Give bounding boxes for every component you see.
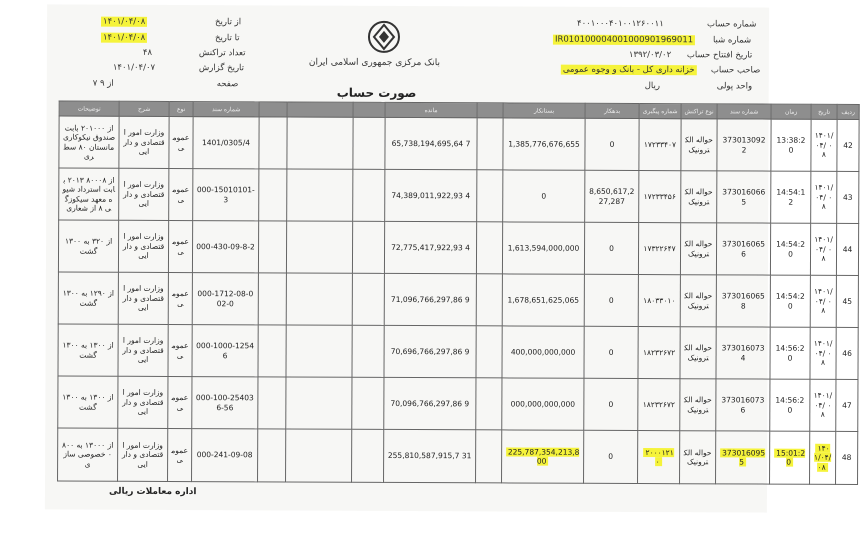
cell-time: 14:54:20 (770, 275, 810, 327)
cell-credit: 0 (503, 170, 585, 222)
from-date-value: ۱۴۰۱/۰۴/۰۸ (103, 16, 146, 27)
cell-type: عمومی (169, 168, 193, 220)
cell-type: عمومی (168, 220, 192, 272)
col-header: شماره پیگیری (639, 104, 681, 119)
cell-ref: ۱۸۲۳۲۶۷۲ (638, 327, 680, 379)
report-date-value: ۱۴۰۱/۰۴/۰۷ (112, 62, 156, 73)
open-date-value: ۱۳۹۲/۰۳/۰۲ (628, 49, 672, 61)
col-header: زمان (771, 104, 811, 119)
cell-empty (287, 117, 353, 169)
cell-ref: ۱۷۲۳۳۴۰۷ (639, 119, 681, 171)
cell-empty (476, 274, 502, 326)
label-from-date: از تاریخ (215, 17, 242, 28)
cell-doc: 000-430-09-8-2 (192, 221, 258, 273)
cell-txn: حواله الکترونیک (681, 119, 717, 171)
cell-balance: 72,775,417,922,93 4 (384, 221, 476, 273)
cell-balance: 71,096,766,297,86 9 (384, 273, 476, 325)
cell-time (770, 431, 810, 484)
cell-empty (477, 170, 503, 222)
cell-no: 42 (837, 119, 859, 171)
cell-debit: 0 (584, 274, 638, 326)
cell-empty (286, 221, 352, 273)
cell-time: 13:38:20 (771, 119, 811, 171)
cell-desc: از ۱۳۰۰۰ به ۸۰۰۰ خصوصی سازی (58, 428, 118, 481)
cell-date: ۱۴۰۱/۰۴/ ۰۸ (810, 379, 836, 431)
cell-empty (352, 429, 384, 482)
cell-debit: 8,650,617,227,287 (585, 170, 639, 222)
cell-empty (258, 273, 286, 325)
statement-header (47, 10, 769, 95)
txn-count-value: ۴۸ (142, 47, 153, 58)
cell-no: 44 (836, 223, 858, 275)
cell-desc: از ۱۲۹۰ به ۱۳۰۰ گشت (58, 272, 118, 324)
cell-empty (259, 169, 287, 221)
label-iban: شماره شبا (712, 35, 752, 46)
cell-doc: 000-241-09-08 (192, 429, 258, 482)
cell-balance: 255,810,587,915,7 31 (384, 429, 476, 482)
col-header: شماره سند (193, 102, 259, 117)
cell-ref: ۱۷۳۲۲۶۴۷ (638, 223, 680, 275)
highlighted-ref: ۲۰۰۰۱۲۱۰ (645, 447, 674, 467)
iban-value: IR010100004001000901969011 (554, 34, 694, 46)
cell-date: ۱۴۰۱/۰۴/ ۰۸ (810, 223, 836, 275)
cell-debit: 0 (584, 326, 638, 378)
col-header (477, 103, 503, 118)
cell-empty (353, 169, 385, 221)
highlighted-time: 15:01:20 (776, 448, 806, 467)
cell-empty (258, 377, 286, 429)
cell-desc: از ۱۳۰۰ به ۱۳۰۰ گشت (58, 324, 118, 376)
cell-txn: حواله الکترونیک (681, 171, 717, 223)
cell-empty (286, 429, 352, 482)
currency-value: ریال (644, 81, 661, 92)
highlighted-date: ۱۴۰۱/۰۴/ ۰۸ (814, 443, 832, 472)
cell-credit (502, 430, 584, 483)
cell-empty (352, 325, 384, 377)
cell-code: 3730160658 (716, 275, 770, 327)
cell-payer: وزارت امور اقتصادی و دارایی (118, 220, 168, 272)
cell-empty (476, 326, 502, 378)
cell-type: عمومی (168, 324, 192, 376)
table-row (58, 324, 858, 379)
cell-balance: 65,738,194,695,64 7 (385, 117, 477, 169)
cell-txn: حواله الکترونیک (680, 379, 716, 431)
cell-empty (258, 429, 286, 482)
cell-date: ۱۴۰۱/۰۴/ ۰۸ (811, 119, 837, 171)
cell-time: 14:56:20 (770, 379, 810, 431)
cell-payer: وزارت امور اقتصادی و دارایی (118, 324, 168, 376)
col-header: تاریخ (811, 104, 837, 119)
cell-balance: 70,096,766,297,86 9 (384, 377, 476, 429)
col-header: توضیحات (59, 101, 119, 116)
cell-empty (352, 377, 384, 429)
cell-credit: 1,385,776,676,655 (503, 118, 585, 170)
table-row (58, 428, 858, 484)
col-header: شماره سند (717, 104, 771, 119)
cell-doc: 000-15010101-3 (193, 169, 259, 221)
cell-code (716, 431, 770, 484)
cell-no: 47 (836, 379, 858, 431)
cell-ref: ۱۸۰۳۳۰۱۰ (638, 275, 680, 327)
label-currency: واحد پولی (716, 81, 753, 92)
cell-no: 43 (837, 171, 859, 223)
cell-credit: 1,678,651,625,065 (502, 274, 584, 326)
cell-desc: از ۳۲۰ به ۱۳۰۰ گشت (58, 220, 118, 272)
col-header: مانده (385, 102, 477, 117)
table-row (58, 272, 858, 327)
cell-time: 14:54:20 (770, 223, 810, 275)
cell-code: 3730160734 (716, 327, 770, 379)
cell-empty (286, 325, 352, 377)
cell-empty (286, 377, 352, 429)
cell-credit: 1,613,594,000,000 (502, 222, 584, 274)
cell-txn: حواله الکترونیک (680, 223, 716, 275)
col-header (353, 102, 385, 117)
cell-type: عمومی (168, 428, 192, 481)
cell-code: 3730160665 (717, 171, 771, 223)
table-row (58, 220, 858, 275)
label-to-date: تا تاریخ (214, 33, 240, 44)
cell-empty (352, 273, 384, 325)
label-open-date: تاریخ افتتاح حساب (686, 50, 753, 61)
bank-name: بانک مرکزی جمهوری اسلامی ایران (308, 57, 440, 69)
cell-date (810, 431, 836, 484)
cell-txn: حواله الکترونیک (680, 275, 716, 327)
col-header: شرح (119, 101, 169, 116)
cell-debit: 0 (585, 118, 639, 170)
cell-code: 3730160736 (716, 379, 770, 431)
footer-department: اداره معاملات ریالی (108, 486, 197, 498)
table-row (59, 116, 859, 171)
highlighted-code: 3730160955 (722, 448, 766, 467)
table-row (58, 376, 858, 431)
cell-doc: 000-1000-12546 (192, 325, 258, 377)
col-header: نوع (169, 101, 193, 116)
cell-type: عمومی (168, 376, 192, 428)
owner-value: خزانه داری کل - بانک و وجوه عمومی (562, 64, 695, 76)
statement-page (45, 4, 855, 512)
cell-empty (476, 222, 502, 274)
page-value: ۷ از ۹ (92, 78, 114, 89)
col-header (259, 102, 287, 117)
col-header: نوع تراکنش (681, 104, 717, 119)
cell-ref: ۱۸۲۳۲۶۷۲ (638, 379, 680, 431)
label-page: صفحه (216, 79, 239, 90)
cell-empty (258, 325, 286, 377)
cell-debit: 0 (584, 430, 638, 483)
to-date-value: ۱۴۰۱/۰۴/۰۸ (102, 32, 146, 43)
cell-payer: وزارت امور اقتصادی و دارایی (119, 168, 169, 220)
cell-time: 14:54:12 (771, 171, 811, 223)
cell-payer: وزارت امور اقتصادی و دارایی (118, 272, 168, 324)
cell-date: ۱۴۰۱/۰۴/ ۰۸ (810, 327, 836, 379)
cell-txn: حواله الکترونیک (680, 327, 716, 379)
col-header: بدهکار (585, 103, 639, 118)
cell-empty (287, 169, 353, 221)
col-header: ردیف (837, 104, 859, 119)
cell-txn: حواله الکترونیک (680, 431, 716, 484)
table-row (59, 168, 859, 223)
cell-debit: 0 (584, 222, 638, 274)
label-report-date: تاریخ گزارش (198, 63, 245, 74)
cell-empty (258, 221, 286, 273)
col-header (287, 102, 353, 117)
cell-type: عمومی (169, 116, 193, 168)
cell-payer: وزارت امور اقتصادی و دارایی (118, 428, 168, 481)
cell-code: 3730160656 (716, 223, 770, 275)
cell-doc: 000-100-254036-56 (192, 377, 258, 429)
cell-empty (476, 430, 502, 483)
label-owner: صاحب حساب (710, 65, 761, 76)
cell-payer: وزارت امور اقتصادی و دارایی (119, 116, 169, 168)
cell-no: 48 (836, 431, 858, 484)
cell-empty (477, 118, 503, 170)
col-header: بستانکار (503, 103, 585, 118)
cell-time: 14:56:20 (770, 327, 810, 379)
cell-credit: 000,000,000,000 (502, 378, 584, 430)
bank-logo-icon (367, 20, 401, 58)
cell-debit: 0 (584, 378, 638, 430)
cell-doc: 1401/0305/4 (193, 117, 259, 169)
cell-empty (476, 378, 502, 430)
statement-title: صورت حساب (336, 85, 417, 101)
cell-desc: از ۸۰۰۰۸ ۲۰۱۳ بابت استرداد شیوه معهد سیکوزگی ۸ از شعاری (59, 168, 119, 220)
cell-empty (259, 117, 287, 169)
label-account-no: شماره حساب (707, 19, 757, 30)
cell-ref (638, 431, 680, 484)
transactions-table (57, 100, 860, 484)
cell-no: 46 (836, 327, 858, 379)
highlighted-credit: 225,787,354,213,8 00 (507, 447, 580, 466)
cell-date: ۱۴۰۱/۰۴/ ۰۸ (810, 275, 836, 327)
cell-empty (352, 221, 384, 273)
cell-date: ۱۴۰۱/۰۴/ ۰۸ (811, 171, 837, 223)
account-no-value: ۴۰۰۱۰۰۰۴۰۱۰۰۱۲۶۰۰۱۱ (577, 18, 664, 30)
cell-no: 45 (836, 275, 858, 327)
cell-empty (353, 117, 385, 169)
cell-desc: از ۲۰۱۰۰۰ بابت صندوق نیکوکاری مانستان ۸۰ سطری (59, 116, 119, 168)
cell-doc: 000-1712-08-002-0 (192, 273, 258, 325)
cell-type: عمومی (168, 272, 192, 324)
cell-code: 3730130922 (717, 119, 771, 171)
cell-ref: ۱۷۲۳۳۴۵۶ (639, 171, 681, 223)
cell-payer: وزارت امور اقتصادی و دارایی (118, 376, 168, 428)
cell-balance: 70,696,766,297,86 9 (384, 325, 476, 377)
label-txn-count: تعداد تراکنش (198, 48, 246, 59)
cell-balance: 74,389,011,922,93 4 (385, 169, 477, 221)
cell-desc: از ۱۳۰۰ به ۱۳۰۰ گشت (58, 376, 118, 428)
cell-empty (286, 273, 352, 325)
cell-credit: 400,000,000,000 (502, 326, 584, 378)
